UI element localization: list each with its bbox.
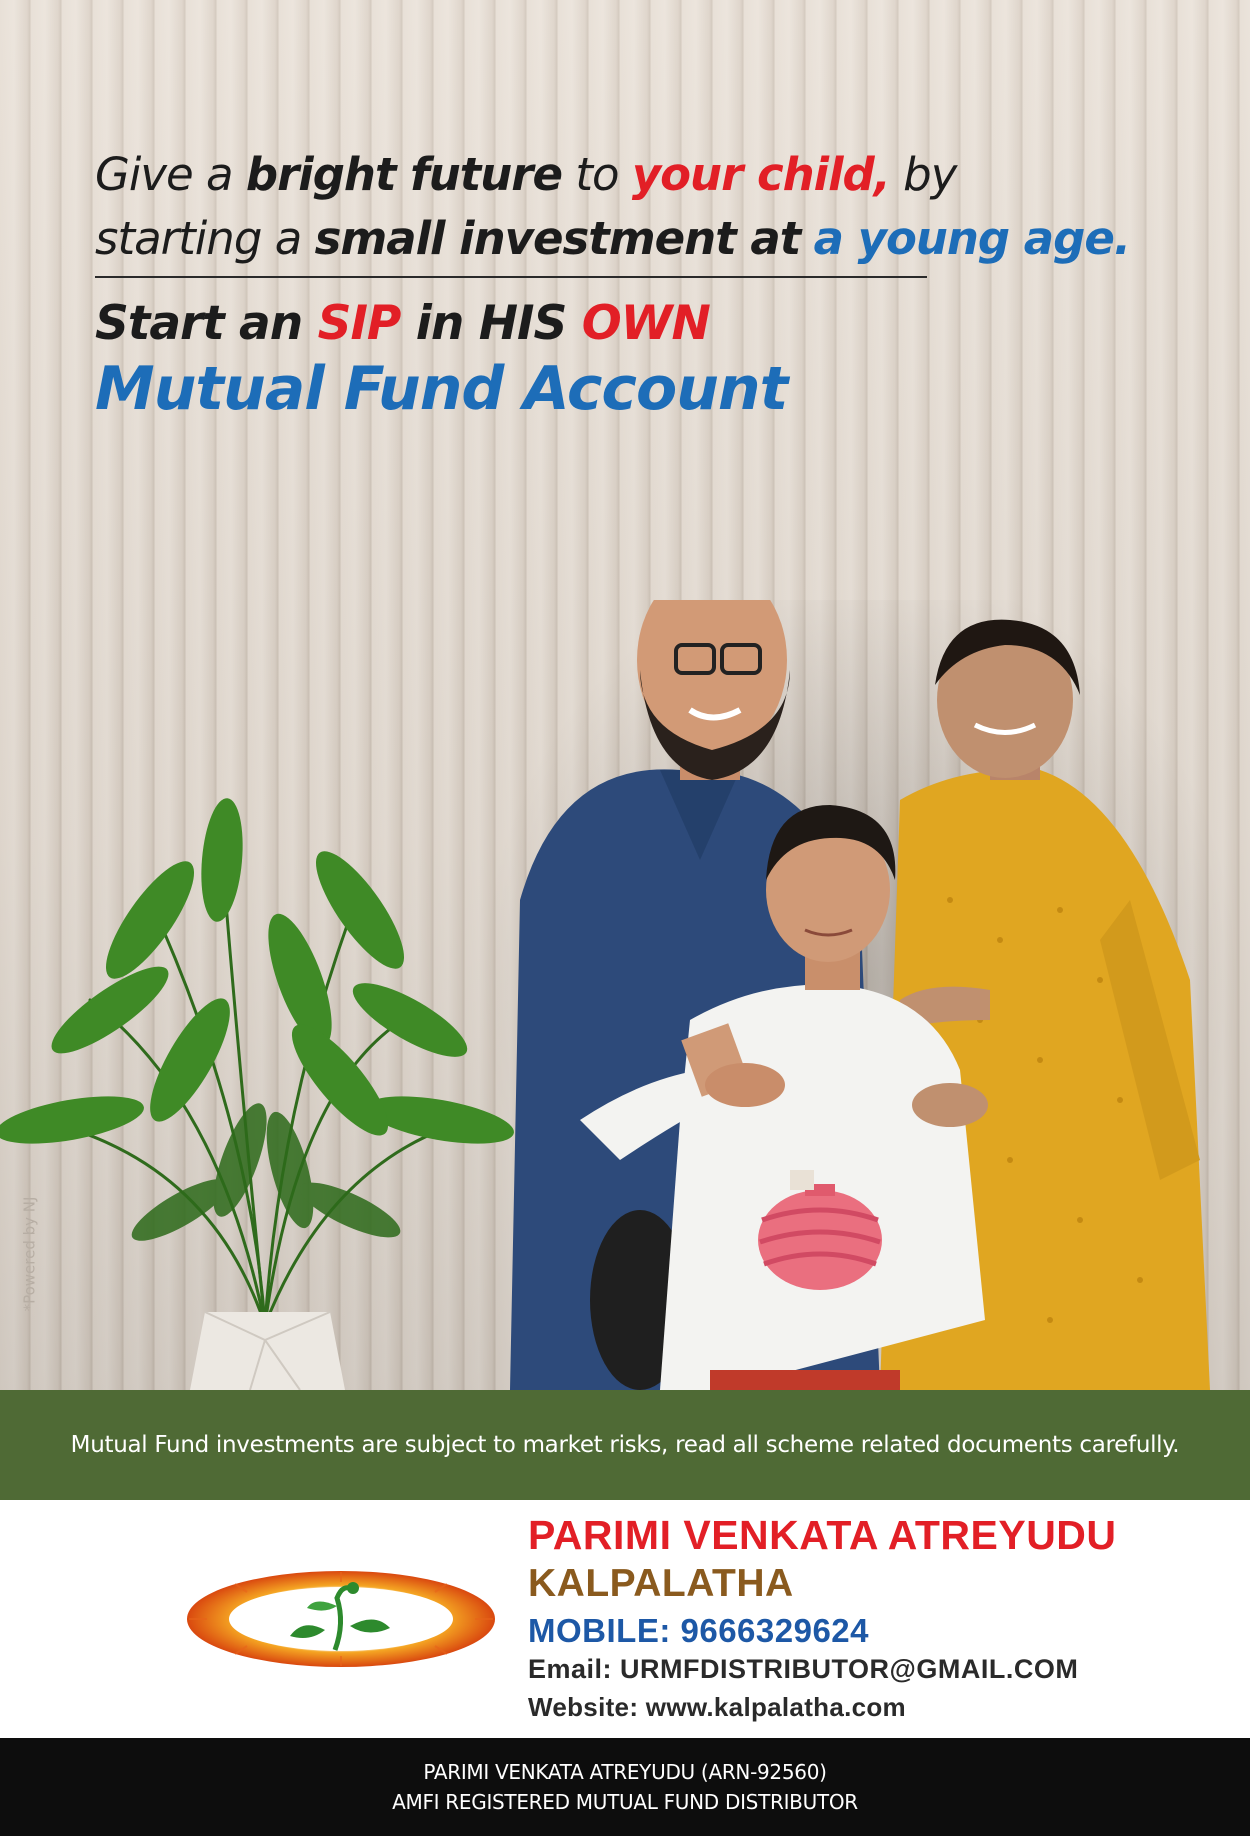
headline-text-red: OWN xyxy=(581,296,710,351)
mobile-number[interactable]: MOBILE: 9666329624 xyxy=(528,1612,870,1649)
headline-line-2 xyxy=(95,212,1130,265)
headline-text-bold: bright future xyxy=(245,148,563,201)
kalpalatha-logo-icon xyxy=(185,1568,497,1670)
headline-text-bold: HIS xyxy=(478,296,567,351)
potted-palm-plant-icon xyxy=(0,796,517,1390)
risk-disclaimer: Mutual Fund investments are subject to market risks, read all scheme related documents carefully. xyxy=(70,1432,1180,1458)
company-name: KALPALATHA xyxy=(528,1562,794,1605)
headline-text: Start an xyxy=(95,296,318,351)
email-address[interactable]: Email: URMFDISTRIBUTOR@GMAIL.COM xyxy=(528,1654,1079,1684)
distributor-name: PARIMI VENKATA ATREYUDU xyxy=(528,1512,1117,1558)
headline-text xyxy=(800,212,813,265)
headline-line-3 xyxy=(95,296,710,351)
contact-section xyxy=(0,1500,1250,1738)
headline-text: in xyxy=(400,296,479,351)
website-link[interactable]: Website: www.kalpalatha.com xyxy=(528,1692,906,1722)
headline-text-bold: small investment at xyxy=(314,212,801,265)
headline-line-1 xyxy=(95,148,956,201)
disclaimer-band xyxy=(0,1390,1250,1500)
footer-amfi-line: AMFI REGISTERED MUTUAL FUND DISTRIBUTOR xyxy=(392,1790,858,1814)
headline-text-red: SIP xyxy=(317,296,401,351)
headline-divider xyxy=(95,276,927,278)
powered-by-label: *Powered by NJ xyxy=(20,1196,39,1312)
family-photo xyxy=(0,600,1250,1390)
headline-text: by xyxy=(889,148,957,201)
headline-text-red: your child, xyxy=(631,148,890,201)
headline-line-4: Mutual Fund Account xyxy=(95,354,788,424)
headline-text xyxy=(566,296,581,351)
footer-band xyxy=(0,1738,1250,1836)
headline-text: starting a xyxy=(95,212,315,265)
headline-text: to xyxy=(562,148,632,201)
headline-text-blue: a young age. xyxy=(813,212,1131,265)
headline-text: Give a xyxy=(95,148,246,201)
footer-arn-line: PARIMI VENKATA ATREYUDU (ARN-92560) xyxy=(423,1760,827,1784)
